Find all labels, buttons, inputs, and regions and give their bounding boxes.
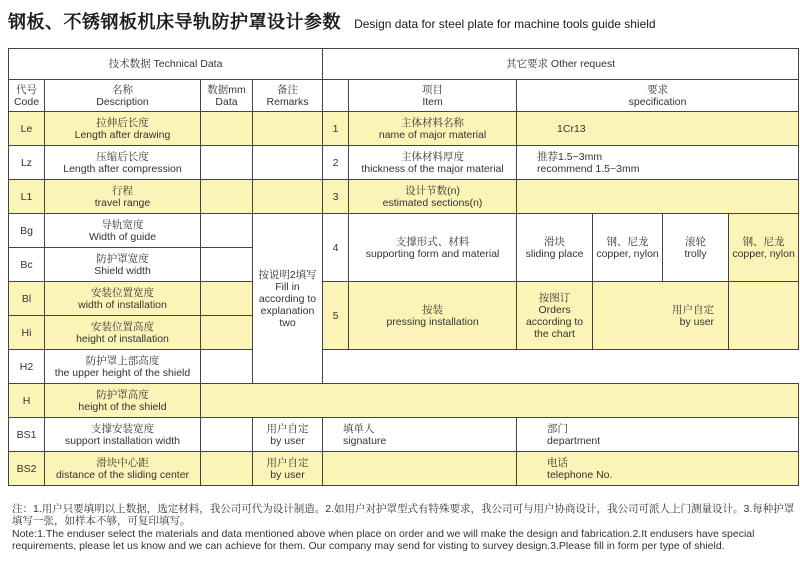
code-cell: H2 — [9, 350, 45, 384]
data-input[interactable] — [201, 350, 253, 384]
item-number: 4 — [323, 214, 349, 282]
header-description: 名称 Description — [45, 80, 201, 112]
description-cell: 导轨宽度 Width of guide — [45, 214, 201, 248]
item-number: 5 — [323, 282, 349, 350]
notes — [12, 503, 798, 553]
telephone-label[interactable]: 电话 telephone No. — [517, 452, 799, 486]
title-english: Design data for steel plate for machine tools guide shield — [354, 17, 656, 31]
technical-data-section: 技术数据 Technical Data — [9, 49, 323, 80]
signature-input[interactable] — [323, 452, 517, 486]
description-cell: 滑块中心距 distance of the sliding center — [45, 452, 201, 486]
code-cell: Bl — [9, 282, 45, 316]
remarks-by-user: 用户自定 by user — [253, 452, 323, 486]
spec-sections-input[interactable] — [517, 180, 799, 214]
remarks-input[interactable] — [253, 146, 323, 180]
option-copper-nylon-2[interactable]: 钢、尼龙 copper, nylon — [729, 214, 799, 282]
data-input[interactable] — [201, 214, 253, 248]
item-number: 3 — [323, 180, 349, 214]
description-cell: 行程 travel range — [45, 180, 201, 214]
remarks-input[interactable] — [253, 180, 323, 214]
signature-label: 填单人 signature — [323, 418, 517, 452]
department-label[interactable]: 部门 department — [517, 418, 799, 452]
code-cell: Bc — [9, 248, 45, 282]
item-cell: 主体材料名称 name of major material — [349, 112, 517, 146]
spec-thickness[interactable]: 推荐1.5~3mm recommend 1.5~3mm — [517, 146, 799, 180]
data-input[interactable] — [201, 112, 253, 146]
data-input[interactable] — [201, 316, 253, 350]
description-cell: 拉伸后长度 Length after drawing — [45, 112, 201, 146]
description-cell: 防护罩上部高度 the upper height of the shield — [45, 350, 201, 384]
remarks-by-user: 用户自定 by user — [253, 418, 323, 452]
description-cell: 防护罩宽度 Shield width — [45, 248, 201, 282]
option-trolly[interactable]: 滚轮 trolly — [663, 214, 729, 282]
option-by-user[interactable]: 用户自定 by user — [593, 282, 729, 350]
other-request-section: 其它要求 Other request — [323, 49, 799, 80]
code-cell: Le — [9, 112, 45, 146]
item-cell: 按装 pressing installation — [349, 282, 517, 350]
data-input[interactable] — [201, 418, 253, 452]
page-title — [8, 8, 800, 36]
data-input[interactable] — [201, 180, 253, 214]
header-specification: 要求 specification — [517, 80, 799, 112]
data-input[interactable] — [201, 452, 253, 486]
data-input[interactable] — [201, 146, 253, 180]
item-number: 2 — [323, 146, 349, 180]
item-cell: 支撑形式、材料 supporting form and material — [349, 214, 517, 282]
notes-chinese: 注：1.用户只要填明以上数据，选定材料，我公司可代为设计制造。2.如用户对护罩型式有特殊要求，我公司可与用户协商设计，我公司可派人上门测量设计。3.每种护罩填写一张，如样本不够，可复印填写。 — [12, 503, 795, 527]
header-remarks: 备注 Remarks — [253, 80, 323, 112]
design-data-table — [8, 48, 799, 486]
code-cell: Lz — [9, 146, 45, 180]
code-cell: L1 — [9, 180, 45, 214]
spec-major-material[interactable]: 1Cr13 — [517, 112, 799, 146]
header-no — [323, 80, 349, 112]
data-input[interactable] — [201, 282, 253, 316]
code-cell: H — [9, 384, 45, 418]
item-cell: 主体材料厚度 thickness of the major material — [349, 146, 517, 180]
height-input[interactable] — [201, 384, 799, 418]
data-input[interactable] — [201, 248, 253, 282]
item-number: 1 — [323, 112, 349, 146]
code-cell: Hi — [9, 316, 45, 350]
remarks-merged: 按说明2填写 Fill in according to explanation two — [253, 214, 323, 384]
header-data: 数据mm Data — [201, 80, 253, 112]
option-sliding-place[interactable]: 滑块 sliding place — [517, 214, 593, 282]
description-cell: 安装位置高度 height of installation — [45, 316, 201, 350]
notes-english: Note:1.The enduser select the materials and data mentioned above when place on order and we will make the design and fabrication.2.It endusers have special requirements, please let us know and we can achieve for them. Our company may send for visting to survey design.3.Please fill in form per type of shield. — [12, 528, 755, 552]
item-cell: 设计节数(n) estimated sections(n) — [349, 180, 517, 214]
code-cell: Bg — [9, 214, 45, 248]
blank-area — [323, 350, 799, 384]
code-cell: BS2 — [9, 452, 45, 486]
option-according-to-chart[interactable]: 按图订 Orders according to the chart — [517, 282, 593, 350]
description-cell: 安装位置宽度 width of installation — [45, 282, 201, 316]
title-chinese: 钢板、不锈钢板机床导轨防护罩设计参数 — [8, 12, 341, 33]
remarks-input[interactable] — [253, 112, 323, 146]
option-empty[interactable] — [729, 282, 799, 350]
description-cell: 支撑安装宽度 support installation width — [45, 418, 201, 452]
header-item: 项目 Item — [349, 80, 517, 112]
code-cell: BS1 — [9, 418, 45, 452]
option-copper-nylon[interactable]: 钢、尼龙 copper, nylon — [593, 214, 663, 282]
description-cell: 压缩后长度 Length after compression — [45, 146, 201, 180]
header-code: 代号 Code — [9, 80, 45, 112]
description-cell: 防护罩高度 height of the shield — [45, 384, 201, 418]
